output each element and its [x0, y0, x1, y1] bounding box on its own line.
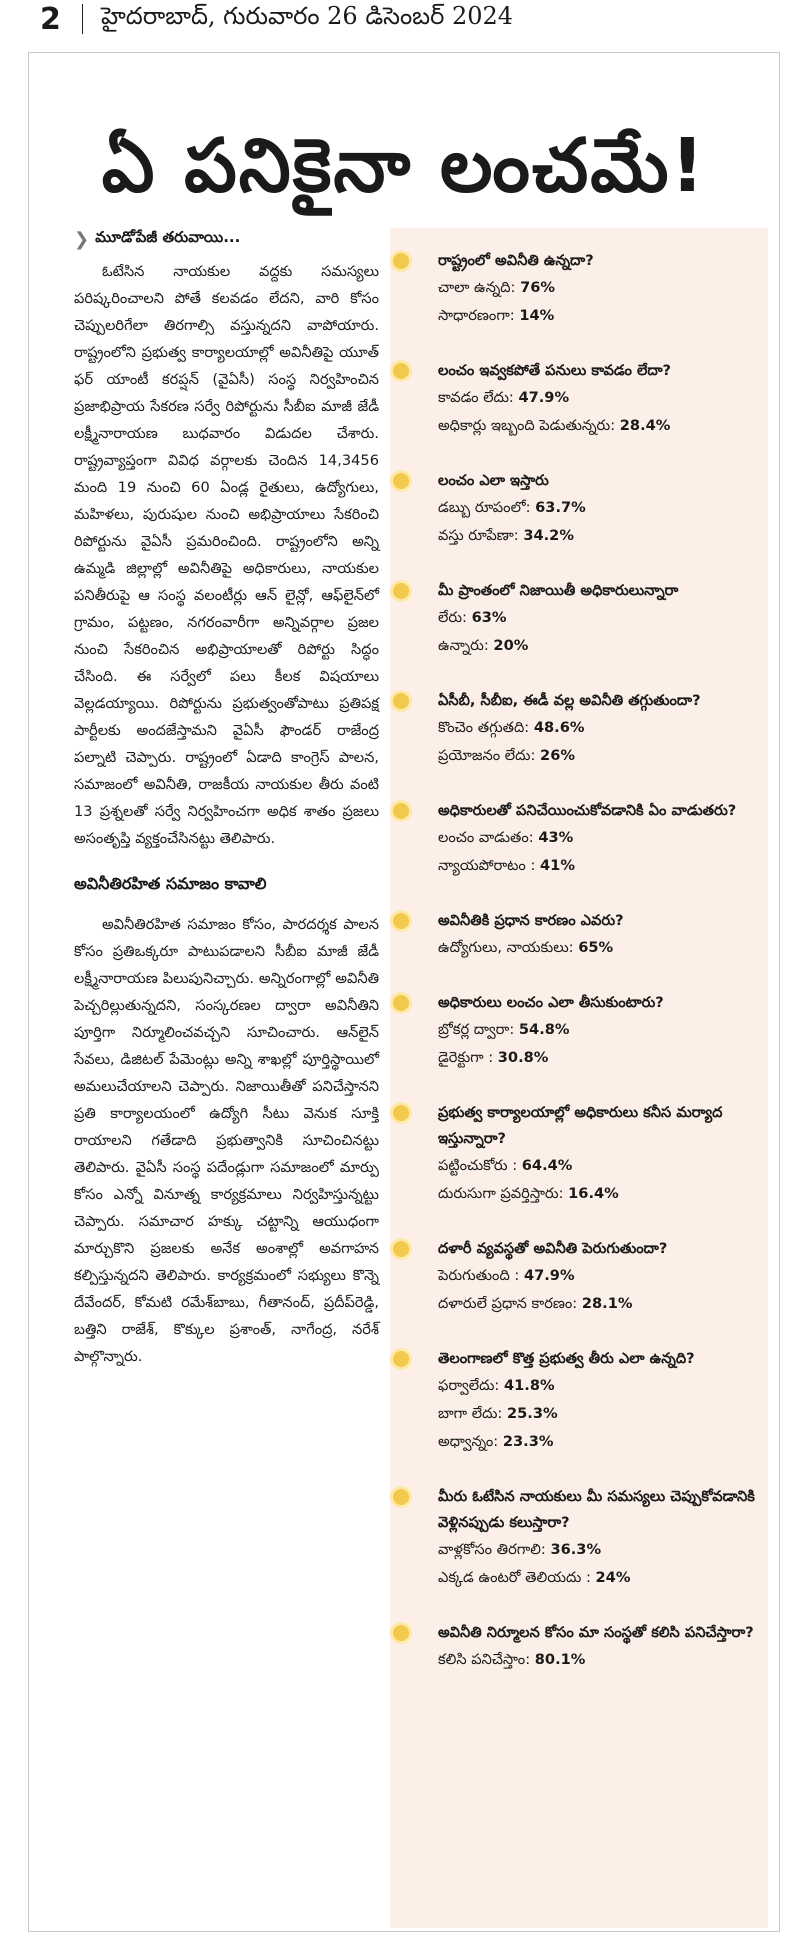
chevron-right-icon: ❯ — [74, 228, 90, 250]
bullet-dot-icon — [393, 693, 409, 709]
answer-percent: 54.8% — [518, 1021, 570, 1038]
answer-label: న్యాయపోరాటం : — [438, 857, 536, 874]
answer-label: దురుసుగా ప్రవర్తిస్తారు: — [438, 1185, 564, 1202]
answer-label: అధికార్లు ఇబ్బంది పెడుతున్నరు: — [438, 417, 616, 434]
poll-question: అధికారులతో పనిచేయించుకోవడానికి ఏం వాడుతరు? — [438, 802, 737, 819]
poll-question: దళారీ వ్యవస్థతో అవినీతి పెరుగుతుందా? — [438, 1240, 668, 1257]
article-body — [74, 228, 379, 1370]
answer-percent: 47.9% — [518, 389, 570, 406]
bullet-dot-icon — [393, 473, 409, 489]
poll-item — [390, 1620, 768, 1674]
answer-label: దళారులే ప్రధాన కారణం: — [438, 1295, 578, 1312]
kicker — [74, 228, 379, 250]
poll-question: అవినీతి నిర్మూలన కోసం మా సంస్థతో కలిసి పనిచేస్తారా? — [438, 1624, 754, 1641]
answer-percent: 76% — [520, 279, 556, 296]
answer-label: ఎక్కడ ఉంటరో తెలియదు : — [438, 1569, 591, 1586]
poll-answer — [438, 1372, 768, 1400]
bullet-dot-icon — [393, 1241, 409, 1257]
bullet-dot-icon — [393, 583, 409, 599]
answer-percent: 43% — [538, 829, 574, 846]
poll-question: తెలంగాణలో కొత్త ప్రభుత్వ తీరు ఎలా ఉన్నది? — [438, 1350, 695, 1367]
poll-answer — [438, 714, 768, 742]
answer-label: అధ్వాన్నం: — [438, 1433, 499, 1450]
answer-percent: 63% — [471, 609, 507, 626]
poll-item — [390, 1346, 768, 1456]
poll-answer — [438, 852, 768, 880]
answer-percent: 80.1% — [534, 1651, 586, 1668]
answer-percent: 16.4% — [568, 1185, 619, 1202]
poll-answer — [438, 494, 768, 522]
poll-answer — [438, 1290, 768, 1318]
answer-percent: 47.9% — [523, 1267, 575, 1284]
answer-percent: 26% — [540, 747, 575, 764]
poll-item — [390, 688, 768, 770]
answer-percent: 20% — [493, 637, 529, 654]
poll-question: అధికారులు లంచం ఎలా తీసుకుంటారు? — [438, 994, 664, 1011]
poll-answer — [438, 1180, 768, 1208]
poll-answer — [438, 1262, 768, 1290]
poll-answer — [438, 1536, 768, 1564]
answer-percent: 48.6% — [533, 719, 585, 736]
answer-label: లంచం వాడుతం: — [438, 829, 534, 846]
bullet-dot-icon — [393, 913, 409, 929]
bullet-dot-icon — [393, 995, 409, 1011]
bullet-dot-icon — [393, 363, 409, 379]
poll-answer — [438, 1400, 768, 1428]
poll-answer — [438, 274, 768, 302]
bullet-dot-icon — [393, 1105, 409, 1121]
answer-percent: 65% — [578, 939, 614, 956]
answer-percent: 36.3% — [550, 1541, 602, 1558]
poll-item — [390, 468, 768, 550]
poll-item — [390, 1484, 768, 1592]
answer-label: ఉద్యోగులు, నాయకులు: — [438, 939, 574, 956]
answer-percent: 34.2% — [523, 527, 574, 544]
dateline: హైదరాబాద్, గురువారం 26 డిసెంబర్ 2024 — [101, 2, 514, 30]
answer-label: ప్రయోజనం లేదు: — [438, 747, 536, 764]
poll-item — [390, 908, 768, 962]
subheading: అవినీతిరహిత సమాజం కావాలి — [74, 874, 267, 893]
poll-question: మీరు ఓటేసిన నాయకులు మీ సమస్యలు చెప్పుకోవడానికి వెళ్లినప్పుడు కలుస్తారా? — [438, 1488, 755, 1531]
bullet-dot-icon — [393, 1489, 409, 1505]
poll-item — [390, 358, 768, 440]
answer-percent: 41% — [540, 857, 575, 874]
poll-answer — [438, 1044, 768, 1072]
poll-answer — [438, 1646, 768, 1674]
poll-answer — [438, 1428, 768, 1456]
answer-label: చాలా ఉన్నది: — [438, 279, 516, 296]
page-header — [40, 0, 780, 38]
answer-label: ఫర్వాలేదు: — [438, 1377, 500, 1394]
answer-label: పట్టించుకోరు : — [438, 1157, 518, 1174]
answer-percent: 41.8% — [504, 1377, 555, 1394]
answer-percent: 63.7% — [535, 499, 586, 516]
poll-answer — [438, 1016, 768, 1044]
answer-label: బాగా లేదు: — [438, 1405, 503, 1422]
poll-item — [390, 798, 768, 880]
poll-item — [390, 248, 768, 330]
poll-question: అవినీతికి ప్రధాన కారణం ఎవరు? — [438, 912, 624, 929]
poll-item — [390, 1236, 768, 1318]
answer-percent: 24% — [595, 1569, 631, 1586]
page-number: 2 — [40, 1, 61, 37]
poll-question: రాష్ట్రంలో అవినీతి ఉన్నదా? — [438, 252, 594, 269]
survey-results-panel — [390, 228, 768, 1928]
answer-label: కలిసి పనిచేస్తాం: — [438, 1651, 531, 1668]
answer-label: డబ్బు రూపంలో: — [438, 499, 531, 516]
poll-answer — [438, 522, 768, 550]
answer-percent: 25.3% — [506, 1405, 558, 1422]
bullet-dot-icon — [393, 253, 409, 269]
answer-label: ఉన్నారు: — [438, 637, 489, 654]
poll-item — [390, 578, 768, 660]
bullet-dot-icon — [393, 803, 409, 819]
poll-answer — [438, 1152, 768, 1180]
poll-question: లంచం ఇవ్వకపోతే పనులు కావడం లేదా? — [438, 362, 671, 379]
poll-answer — [438, 934, 768, 962]
poll-answer — [438, 302, 768, 330]
answer-label: బ్రోకర్ల ద్వారా: — [438, 1021, 515, 1038]
bullet-dot-icon — [393, 1351, 409, 1367]
poll-item — [390, 990, 768, 1072]
header-divider — [82, 4, 83, 34]
poll-answer — [438, 742, 768, 770]
article-paragraph: ఓటేసిన నాయకుల వద్దకు సమస్యలు పరిష్కరించాలని పోతే కలవడం లేదని, వారి కోసం చెప్పులరిగేలా తిరగాల్సి వస్తున్నదని వాపోయారు. రాష్ట్రంలోని ప్రభుత్వ కార్యాలయాల్లో అవినీతిపై యూత్ ఫర్ యాంటీ కరప్షన్ (వైఏసీ) సంస్థ నిర్వహించిన ప్రజాభిప్రాయ సేకరణ సర్వే రిపోర్టును సీబీఐ మాజీ జేడీ లక్ష్మీనారాయణ బుధవారం విడుదల చేశారు. రాష్ట్రవ్యాప్తంగా వివిధ వర్గాలకు చెందిన 14,3456 మంది 19 నుంచి 60 ఏండ్ల రైతులు, ఉద్యోగులు, మహిళలు, పురుషుల నుంచి అభిప్రాయాలు సేకరించి రిపోర్టును వైఏసీ ప్రమరించింది. రాష్ట్రంలోని అన్ని ఉమ్మడి జిల్లాల్లో అవినీతిపై అధికారులు, నాయకుల పనితీరుపై ఆ సంస్థ వలంటీర్లు ఆన్ లైన్లో, ఆఫ్‌లైన్‌లో గ్రామం, పట్టణం, నగరంవారీగా అన్నివర్గాల ప్రజల నుంచి సేకరించిన అభిప్రాయాలతో రిపోర్టు సిద్ధం చేసింది. ఈ సర్వేలో పలు కీలక విషయాలు వెల్లడయ్యాయి. రిపోర్టును ప్రభుత్వంతోపాటు ప్రతిపక్ష పార్టీలకు అందజేస్తామని వైఏసీ ఫౌండర్ రాజేంద్ర పల్నాటి చెప్పారు. రాష్ట్రంలో ఏడాది కాంగ్రెస్ పాలన, సమాజంలో అవినీతి, రాజకీయ నాయకుల తీరు వంటి 13 ప్రశ్నలతో సర్వే నిర్వహించగా అధిక శాతం ప్రజలు అసంతృప్తి వ్యక్తంచేసినట్టు తెలిపారు. — [74, 263, 379, 847]
answer-label: కొంచెం తగ్గుతది: — [438, 719, 530, 736]
poll-question: ఏసీబీ, సీబీఐ, ఈడీ వల్ల అవినీతి తగ్గుతుందా? — [438, 692, 701, 709]
answer-percent: 30.8% — [497, 1049, 549, 1066]
poll-question: మీ ప్రాంతంలో నిజాయితీ అధికారులున్నారా — [438, 582, 679, 599]
article-paragraph: అవినీతిరహిత సమాజం కోసం, పారదర్శక పాలన కోసం ప్రతిఒక్కరూ పాటుపడాలని సీబీఐ మాజీ జేడీ లక్ష్మీనారాయణ పిలుపునిచ్చారు. అన్నిరంగాల్లో అవినీతి పెచ్చరిల్లుతున్నదని, సంస్కరణల ద్వారా అవినీతిని పూర్తిగా నిర్మూలించవచ్చని సూచించారు. ఆన్‌లైన్ సేవలు, డిజిటల్ పేమెంట్లు అన్ని శాఖల్లో పూర్తిస్థాయిలో అమలుచేయాలని చెప్పారు. నిజాయితీతో పనిచేస్తానని ప్రతి కార్యాలయంలో ఉద్యోగి సీటు వెనుక సూక్తి రాయాలని గతేడాది ప్రభుత్వానికి సూచించినట్టు తెలిపారు. వైఏసీ సంస్థ పదేండ్లుగా సమాజంలో మార్పు కోసం ఎన్నో వినూత్న కార్యక్రమాలు నిర్వహిస్తున్నట్టు చెప్పారు. సమాచార హక్కు చట్టాన్ని ఆయుధంగా మార్చుకొని ప్రజలకు అనేక అంశాల్లో అవగాహన కల్పిస్తున్నదని తెలిపారు. కార్యక్రమంలో సభ్యులు కొన్నె దేవేందర్, కోమటి రమేశ్‌బాబు, గీతానంద్, ప్రదీప్‌రెడ్డి, బత్తిని రాజేశ్, కొక్కుల ప్రశాంత్, నాగేంద్ర, నరేశ్ పాల్గొన్నారు. — [74, 916, 379, 1365]
answer-label: పెరుగుతుంది : — [438, 1267, 520, 1284]
poll-answer — [438, 632, 768, 660]
poll-answer — [438, 824, 768, 852]
answer-label: కావడం లేదు: — [438, 389, 514, 406]
answer-percent: 23.3% — [502, 1433, 554, 1450]
poll-item — [390, 1100, 768, 1208]
poll-answer — [438, 412, 768, 440]
answer-percent: 28.1% — [581, 1295, 633, 1312]
answer-percent: 64.4% — [521, 1157, 573, 1174]
poll-question: లంచం ఎలా ఇస్తారు — [438, 472, 549, 489]
answer-percent: 14% — [519, 307, 555, 324]
answer-label: వస్తు రూపేణా: — [438, 527, 519, 544]
answer-label: డైరెక్టుగా : — [438, 1049, 494, 1066]
kicker-text: మూడోపేజీ తరువాయి... — [95, 228, 241, 246]
poll-answer — [438, 1564, 768, 1592]
poll-question: ప్రభుత్వ కార్యాలయాల్లో అధికారులు కనీస మర్యాద ఇస్తున్నారా? — [438, 1104, 723, 1147]
bullet-dot-icon — [393, 1625, 409, 1641]
poll-answer — [438, 604, 768, 632]
answer-percent: 28.4% — [619, 417, 671, 434]
poll-answer — [438, 384, 768, 412]
answer-label: లేరు: — [438, 609, 467, 626]
headline: ఏ పనికైనా లంచమే! — [101, 123, 707, 209]
answer-label: వాళ్లకోసం తిరగాలి: — [438, 1541, 546, 1558]
answer-label: సాధారణంగా: — [438, 307, 515, 324]
